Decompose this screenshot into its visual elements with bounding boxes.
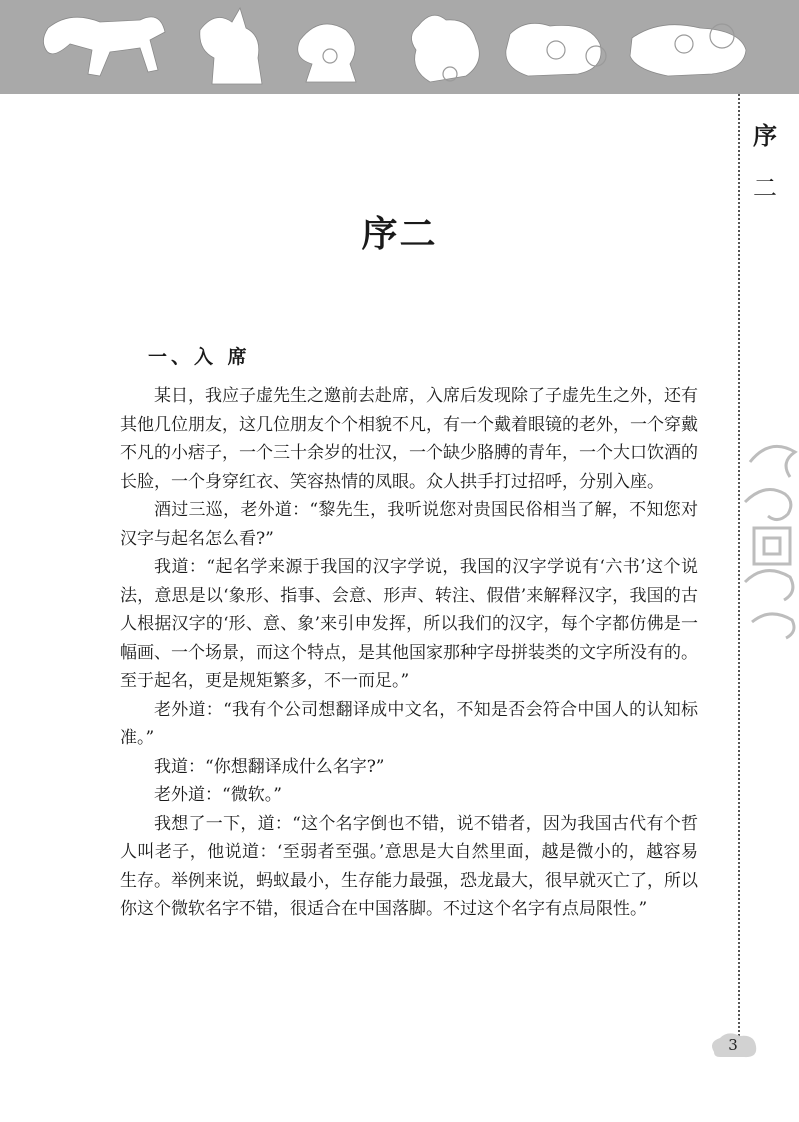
paragraph: 我道：“你想翻译成什么名字?” [154, 756, 385, 777]
page-number: 3 [728, 1036, 738, 1054]
paragraph: 我想了一下，道：“这个名字倒也不错，说不错者，因为我国古代有个哲人叫老子，他说道：‘至弱者至强。’意思是大自然里面，越是微小的，越容易生存。举例来说，蚂蚁最小，生存能力最强，恐龙最大，很早就灭亡了，所以你这个微软名字不错，很适合在中国落脚。不过这个名字有点局限性。” [120, 813, 698, 919]
paragraph: 老外道：“微软。” [154, 785, 282, 805]
body-text [120, 382, 698, 924]
paragraph: 酒过三巡，老外道：“黎先生，我听说您对贵国民俗相当了解，不知您对汉字与起名怎么看?” [120, 500, 698, 549]
paragraph: 我道：“起名学来源于我国的汉字学说，我国的汉字学说有‘六书’这个说法，意思是以‘象形、指事、会意、形声、转注、假借’来解释汉字，我国的古人根据汉字的‘形、意、象’来引申发挥，所以我们的汉字，每个字都仿佛是一幅画、一个场景，而这个特点，是其他国家那种字母拼装类的文字所没有的。至于起名，更是规矩繁多，不一而足。” [120, 557, 698, 691]
paragraph: 老外道：“我有个公司想翻译成中文名，不知是否会符合中国人的认知标准。” [120, 699, 698, 748]
page-title: 序二 [361, 213, 438, 255]
paragraph: 某日，我应子虚先生之邀前去赴席，入席后发现除了子虚先生之外，还有其他几位朋友，这几位朋友个个相貌不凡，有一个戴着眼镜的老外，一个穿戴不凡的小痞子，一个三十余岁的壮汉，一个缺少胳膊的青年，一个大口饮酒的长脸，一个身穿红衣、笑容热情的凤眼。众人拱手打过招呼，分别入座。 [120, 386, 698, 492]
zodiac-papercut-icon [0, 0, 799, 94]
side-tab-char: 二 [753, 174, 777, 202]
cloud-ornament-icon [740, 432, 799, 652]
header-banner [0, 0, 799, 94]
page-number-badge [708, 1030, 758, 1064]
section-heading: 一、入 席 [148, 346, 251, 368]
side-tab-char: 序 [753, 121, 777, 150]
